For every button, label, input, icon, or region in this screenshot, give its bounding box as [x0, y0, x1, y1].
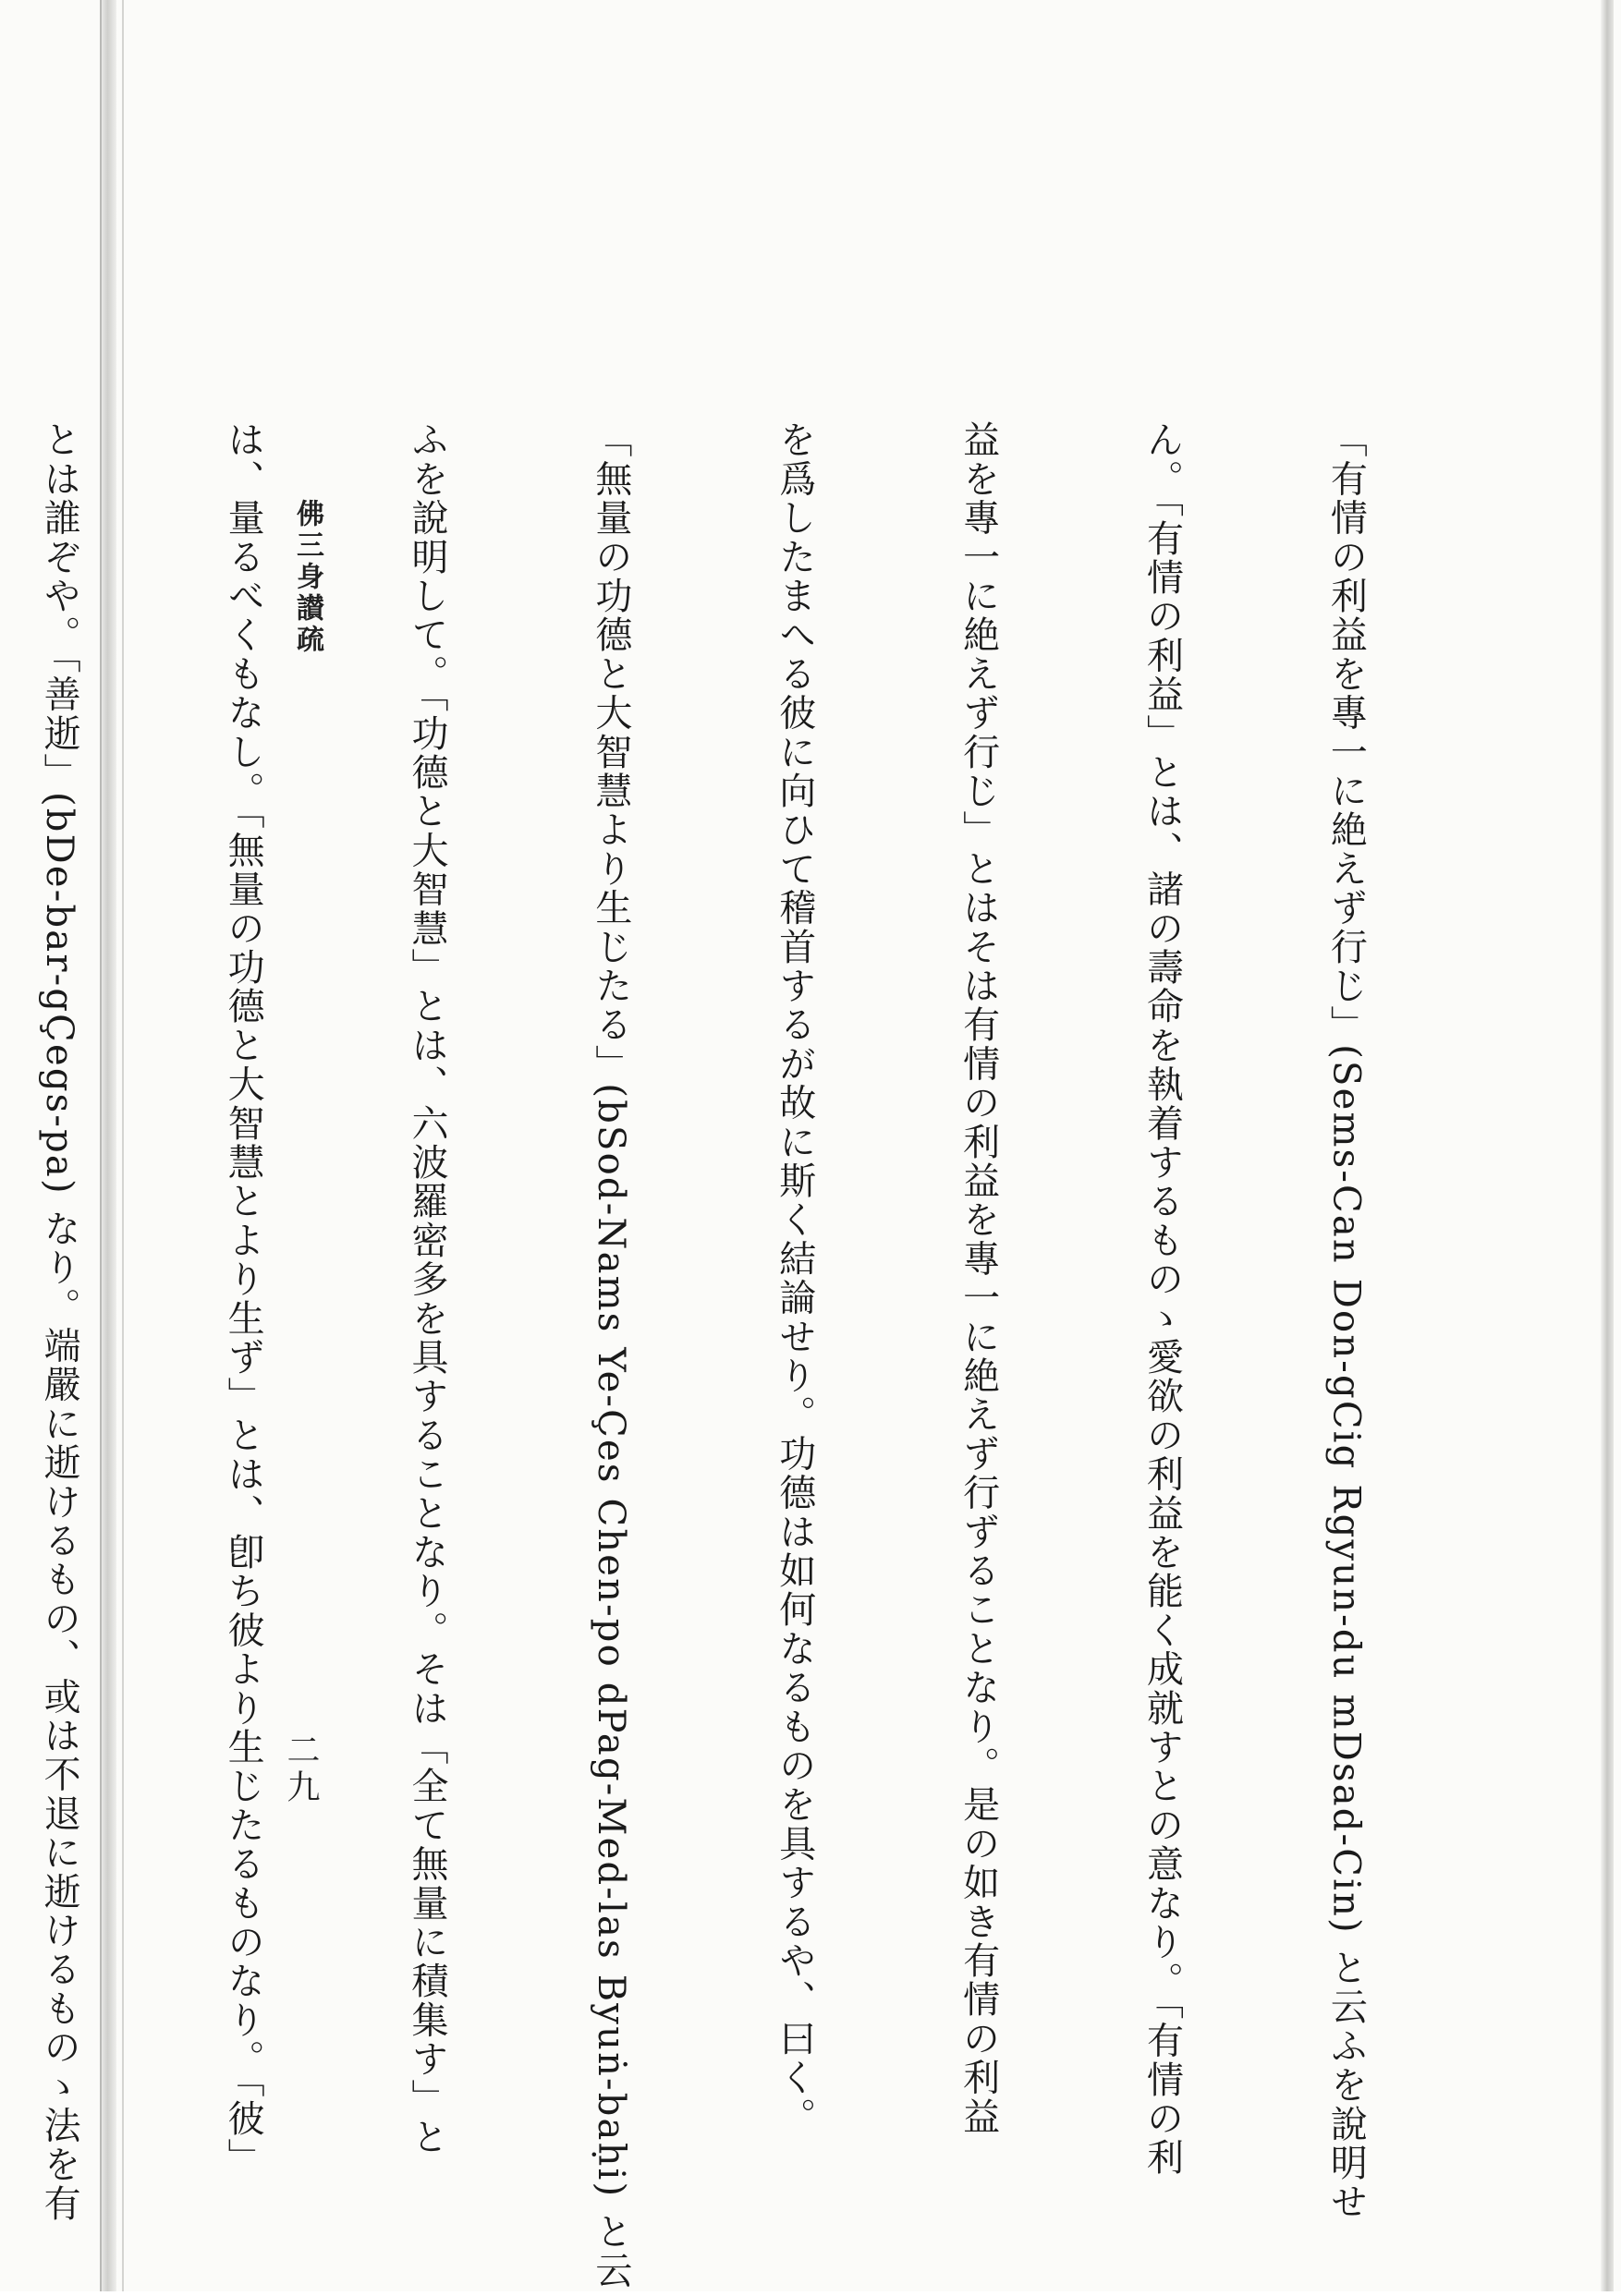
text-line: とは誰ぞや。「善逝」(bDe-bar-gÇegs-pa) なり。端嚴に逝けるもの、或は不退に逝けるものゝ法を有 — [38, 420, 81, 2223]
page-number: 二九 — [282, 1732, 320, 1806]
text-line: ん。「有情の利益」とは、諸の壽命を執着するものゝ愛欲の利益を能く成就すとの意なり。「有情の利 — [1140, 420, 1184, 2178]
text-line: は、量るべくもなし。「無量の功德と大智慧とより生ず」とは、卽ち彼より生じたるものなり。「彼」 — [222, 420, 265, 2178]
text-line: 「有情の利益を專一に絶えず行じ」(Sems-Can Don-gCig Rgyun-du mDsad-Cin) と云ふを說明せ — [1324, 420, 1368, 2222]
page-edge — [1601, 0, 1614, 2291]
text-line: ふを說明して。「功德と大智慧」とは、六波羅密多を具することなり。そは「全て無量に積集す」と — [405, 420, 448, 2156]
text-line: を爲したまへる彼に向ひて稽首するが故に斯く結論せり。功德は如何なるものを具するや、曰く。 — [773, 420, 816, 2136]
text-line: 「無量の功德と大智慧より生じたる」(bSod-Nams Ye-Çes Chen-po dPag-Med-las Byuṅ-baḥi) と云 — [589, 420, 632, 2290]
text-line: 益を專一に絶えず行じ」とはそは有情の利益を專一に絶えず行ずることなり。是の如き有情の利益 — [957, 420, 1000, 2136]
running-title: 佛三身讃疏 — [291, 499, 323, 656]
